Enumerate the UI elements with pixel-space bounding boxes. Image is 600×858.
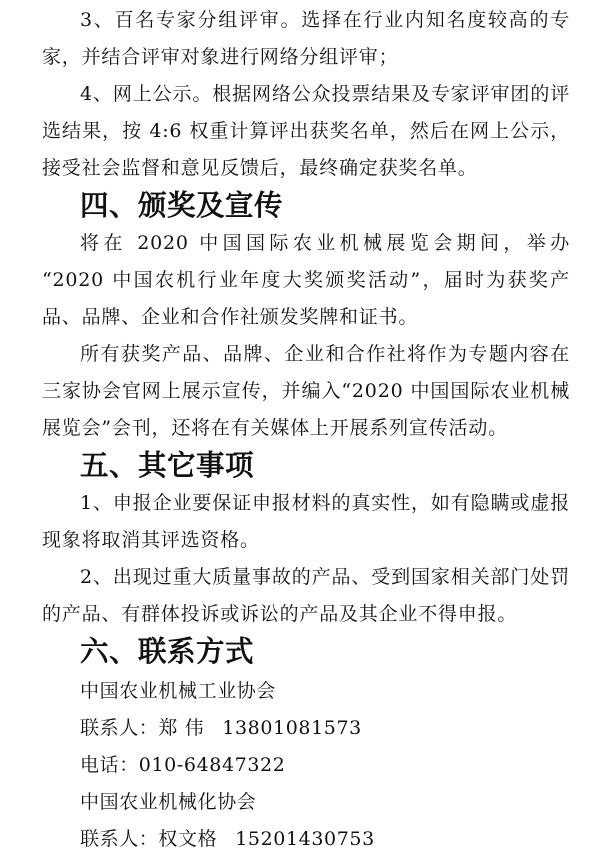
- contact-person-name-1: 联系人：郑 伟: [80, 717, 205, 739]
- heading-awards-promotion: 四、颁奖及宣传: [80, 189, 284, 222]
- contact-person-name-2: 联系人：权文格: [80, 828, 218, 850]
- paragraph-promotion: 所有获奖产品、品牌、企业和合作社将作为专题内容在三家协会官网上展示宣传，并编入“2020 中国国际农业机械展览会”会刊，还将在有关媒体上开展系列宣传活动。: [42, 343, 570, 439]
- contact-person-row-1: [42, 710, 570, 747]
- paragraph-ineligibility: 2、出现过重大质量事故的产品、受到国家相关部门处罚的产品、有群体投诉或诉讼的产品及其企业不得申报。: [42, 566, 570, 625]
- contact-org-mechanization-association: 中国农业机械化协会: [80, 791, 257, 813]
- contact-person-phone-1: 13801081573: [222, 717, 362, 739]
- contact-telephone-1: 电话：010-64847322: [80, 754, 286, 776]
- contact-person-row-2: [42, 821, 570, 858]
- heading-other-matters: 五、其它事项: [80, 449, 255, 482]
- paragraph-authenticity: 1、申报企业要保证申报材料的真实性，如有隐瞒或虚报现象将取消其评选资格。: [42, 492, 570, 551]
- heading-contact-info: 六、联系方式: [80, 635, 255, 668]
- contact-org-industry-association: 中国农业机械工业协会: [80, 680, 277, 702]
- paragraph-online-publicity: 4、网上公示。根据网络公众投票结果及专家评审团的评选结果，按 4:6 权重计算评出获奖名单，然后在网上公示，接受社会监督和意见反馈后，最终确定获奖名单。: [42, 83, 570, 179]
- paragraph-expert-review: 3、百名专家分组评审。选择在行业内知名度较高的专家，并结合评审对象进行网络分组评审；: [42, 9, 570, 68]
- paragraph-award-ceremony: 将在 2020 中国国际农业机械展览会期间，举办 “2020 中国农机行业年度大奖颁奖活动”，届时为获奖产品、品牌、企业和合作社颁发奖牌和证书。: [42, 232, 570, 328]
- contact-person-phone-2: 15201430753: [235, 828, 375, 850]
